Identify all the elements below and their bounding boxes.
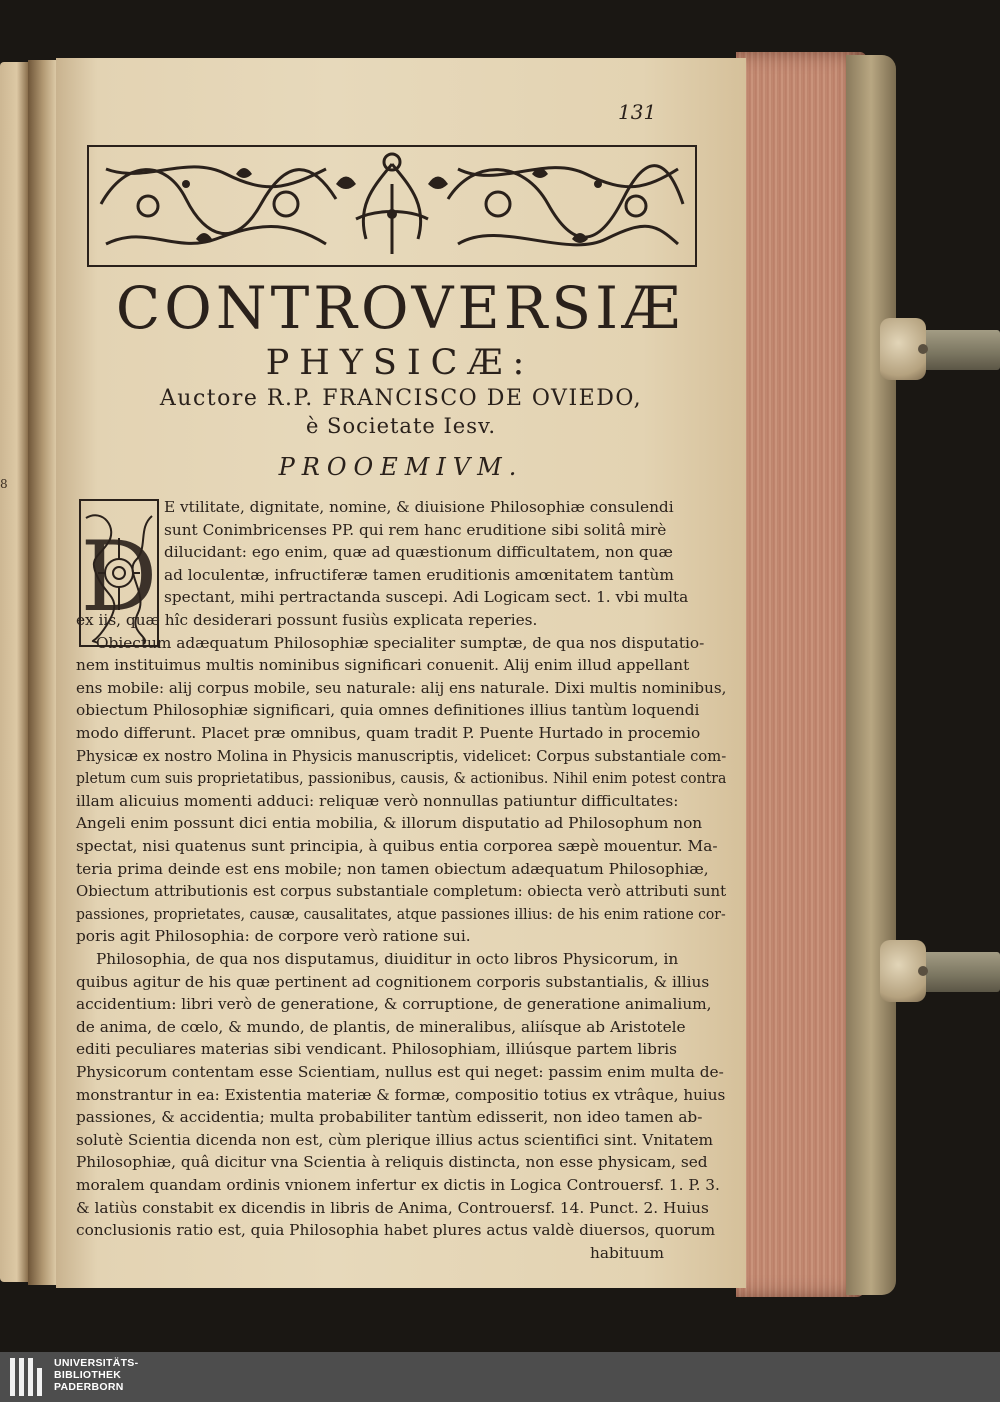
text-line: teria prima deinde est ens mobile; non tamen obiectum adæquatum Philosophiæ, bbox=[76, 859, 709, 878]
text-line: Obiectum adæquatum Philosophiæ specialiter sumptæ, de qua nos disputatio- bbox=[96, 633, 705, 652]
text-line: spectant, mihi pertractanda suscepi. Adi Logicam sect. 1. vbi multa bbox=[164, 588, 689, 607]
left-page-mark: 8 bbox=[0, 477, 8, 491]
text-line: conclusionis ratio est, quia Philosophia habet plures actus valdè diuersos, quorum bbox=[76, 1221, 716, 1240]
text-line: Physicorum contentam esse Scientiam, nullus est qui neget: passim enim multa de- bbox=[76, 1063, 724, 1081]
svg-text:D: D bbox=[80, 521, 158, 633]
text-line: monstrantur in ea: Existentia materiæ & formæ, compositio totius ex vtrâque, huius bbox=[76, 1085, 726, 1104]
text-line: quibus agitur de his quæ pertinent ad cognitionem corporis substantialis, & illius bbox=[76, 972, 710, 991]
library-logo-icon bbox=[10, 1358, 46, 1396]
text-line: spectat, nisi quatenus sunt principia, à quibus entia corporea sæpè mouentur. Ma- bbox=[76, 837, 718, 855]
text-line: ad loculentæ, infructiferæ tamen eruditionis amœnitatem tantùm bbox=[164, 565, 674, 584]
library-name-line-1: UNIVERSITÄTS- bbox=[54, 1357, 139, 1369]
text-line: Physicæ ex nostro Molina in Physicis manuscriptis, videlicet: Corpus substantiale com- bbox=[76, 746, 727, 765]
text-line: passiones, & accidentia; multa probabiliter tantùm edisserit, non ideo tamen ab- bbox=[76, 1108, 703, 1127]
left-page-edge bbox=[0, 62, 28, 1282]
text-line: editi peculiares materias sibi vendicant. Philosophiam, illiúsque partem libris bbox=[76, 1040, 678, 1059]
library-name-line-2: BIBLIOTHEK bbox=[54, 1369, 122, 1381]
text-line: pletum cum suis proprietatibus, passionibus, causis, & actionibus. Nihil enim potest contra bbox=[76, 769, 727, 788]
text-line: passiones, proprietates, causæ, causalitates, atque passiones illius: de his enim ratione cor- bbox=[76, 904, 726, 923]
text-line: & latiùs constabit ex dicendis in libris de Anima, Controuersf. 14. Punct. 2. Huius bbox=[76, 1198, 709, 1217]
library-name-line-3: PADERBORN bbox=[54, 1381, 124, 1393]
text-line: habituum bbox=[590, 1243, 665, 1262]
text-line: ex iis, quæ hîc desiderari possunt fusiùs explicata reperies. bbox=[76, 611, 538, 629]
text-line: E vtilitate, dignitate, nomine, & diuisione Philosophiæ consulendi bbox=[164, 498, 674, 516]
book-gutter bbox=[28, 60, 56, 1285]
author-line-2: è Societate Iesv. bbox=[305, 414, 497, 438]
text-line: obiectum Philosophiæ significari, quia omnes definitiones illius tantùm loquendi bbox=[76, 701, 700, 720]
text-line: illam alicuius momenti adduci: reliquæ verò nonnullas patiuntur difficultates: bbox=[76, 791, 679, 810]
text-line: dilucidant: ego enim, quæ ad quæstionum difficultatem, non quæ bbox=[164, 543, 673, 562]
text-line: Philosophia, de qua nos disputamus, diuiditur in octo libros Physicorum, in bbox=[96, 950, 679, 968]
title-line-2: PHYSICÆ: bbox=[265, 343, 535, 383]
text-line: nem instituimus multis nominibus significari conuenit. Alij enim illud appellant bbox=[76, 656, 690, 675]
text-line: moralem quandam ordinis vnionem infertur ex dictis in Logica Controuersf. 1. P. 3. bbox=[76, 1176, 720, 1194]
book-clasp-upper bbox=[880, 318, 1000, 380]
library-name bbox=[54, 1357, 138, 1393]
book-clasp-lower bbox=[880, 940, 1000, 1002]
text-line: poris agit Philosophia: de corpore verò ratione sui. bbox=[76, 927, 471, 946]
section-heading: PROOEMIVM. bbox=[278, 453, 524, 481]
author-line-1: Auctore R.P. FRANCISCO DE OVIEDO, bbox=[159, 386, 643, 411]
text-line: sunt Conimbricenses PP. qui rem hanc eruditione sibi solitâ mirè bbox=[164, 520, 667, 539]
page-number: 131 bbox=[618, 100, 657, 124]
ornamental-headpiece bbox=[86, 144, 698, 268]
text-line: modo differunt. Placet præ omnibus, quam tradit P. Puente Hurtado in procemio bbox=[76, 724, 701, 742]
text-line: de anima, de cœlo, & mundo, de plantis, de mineralibus, aliísque ab Aristotele bbox=[76, 1017, 686, 1036]
library-footer-bar bbox=[0, 1352, 1000, 1402]
title-line-1: CONTROVERSIÆ bbox=[115, 274, 685, 342]
text-line: solutè Scientia dicenda non est, cùm plerique illius actus scientifici sint. Vnitatem bbox=[76, 1130, 714, 1149]
text-line: Angeli enim possunt dici entia mobilia, & illorum disputatio ad Philosophum non bbox=[76, 814, 703, 833]
text-line: accidentium: libri verò de generatione, & corruptione, de generatione animalium, bbox=[76, 995, 712, 1014]
text-line: Philosophiæ, quâ dicitur vna Scientia à reliquis distincta, non esse physicam, sed bbox=[76, 1153, 708, 1172]
text-line: Obiectum attributionis est corpus substantiale completum: obiecta verò attributi sunt bbox=[76, 882, 727, 901]
book-cover-edge bbox=[846, 55, 896, 1295]
book-page bbox=[56, 58, 746, 1288]
text-line: ens mobile: alij corpus mobile, seu naturale: alij ens naturale. Dixi multis nominibus, bbox=[76, 678, 727, 697]
